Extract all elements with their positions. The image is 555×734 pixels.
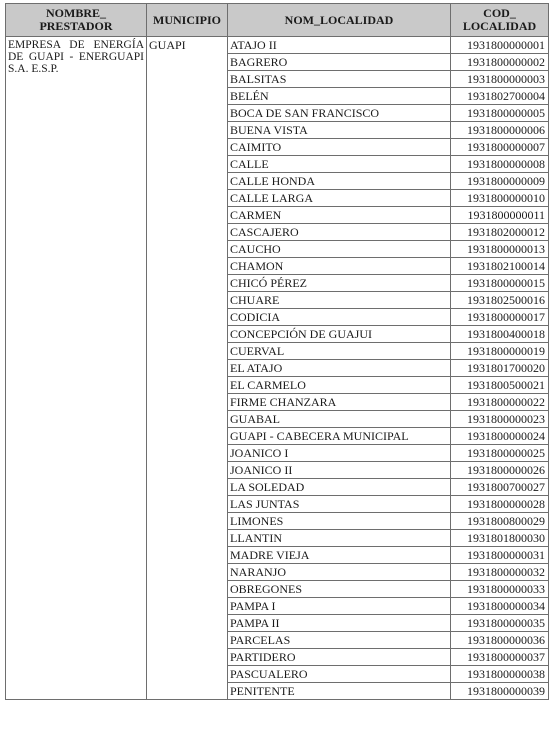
localidad-cell: CONCEPCIÓN DE GUAJUI bbox=[228, 326, 451, 343]
codigo-cell: 1931800000007 bbox=[451, 139, 549, 156]
localidad-cell: FIRME CHANZARA bbox=[228, 394, 451, 411]
localidad-cell: CASCAJERO bbox=[228, 224, 451, 241]
codigo-cell: 1931800000005 bbox=[451, 105, 549, 122]
codigo-cell: 1931800000002 bbox=[451, 54, 549, 71]
localidad-cell: ATAJO II bbox=[228, 37, 451, 54]
localidad-cell: CALLE bbox=[228, 156, 451, 173]
localidad-cell: BELÉN bbox=[228, 88, 451, 105]
codigo-cell: 1931800800029 bbox=[451, 513, 549, 530]
localidad-cell: BUENA VISTA bbox=[228, 122, 451, 139]
localidad-cell: CARMEN bbox=[228, 207, 451, 224]
localidad-cell: LAS JUNTAS bbox=[228, 496, 451, 513]
codigo-cell: 1931800000001 bbox=[451, 37, 549, 54]
codigo-cell: 1931800000009 bbox=[451, 173, 549, 190]
codigo-cell: 1931802700004 bbox=[451, 88, 549, 105]
codigo-cell: 1931800000034 bbox=[451, 598, 549, 615]
localidad-cell: NARANJO bbox=[228, 564, 451, 581]
localidad-cell: JOANICO I bbox=[228, 445, 451, 462]
codigo-cell: 1931800000035 bbox=[451, 615, 549, 632]
localidad-cell: PENITENTE bbox=[228, 683, 451, 700]
codigo-cell: 1931800000024 bbox=[451, 428, 549, 445]
codigo-cell: 1931800000036 bbox=[451, 632, 549, 649]
table-header-row bbox=[6, 4, 549, 37]
codigo-cell: 1931800000037 bbox=[451, 649, 549, 666]
table-body bbox=[6, 37, 549, 700]
codigo-cell: 1931800000033 bbox=[451, 581, 549, 598]
codigo-cell: 1931800000039 bbox=[451, 683, 549, 700]
codigo-cell: 1931800000025 bbox=[451, 445, 549, 462]
codigo-cell: 1931800000022 bbox=[451, 394, 549, 411]
codigo-cell: 1931800000023 bbox=[451, 411, 549, 428]
localidad-cell: CAIMITO bbox=[228, 139, 451, 156]
localidad-cell: CAUCHO bbox=[228, 241, 451, 258]
localidad-cell: LLANTIN bbox=[228, 530, 451, 547]
localidad-cell: PASCUALERO bbox=[228, 666, 451, 683]
localidad-cell: JOANICO II bbox=[228, 462, 451, 479]
codigo-cell: 1931801700020 bbox=[451, 360, 549, 377]
codigo-cell: 1931802100014 bbox=[451, 258, 549, 275]
localidad-cell: EL ATAJO bbox=[228, 360, 451, 377]
localidad-cell: EL CARMELO bbox=[228, 377, 451, 394]
localidad-cell: CALLE LARGA bbox=[228, 190, 451, 207]
header-nombre-prestador: NOMBRE_ PRESTADOR bbox=[6, 4, 147, 37]
localidad-cell: CALLE HONDA bbox=[228, 173, 451, 190]
localidad-cell: LIMONES bbox=[228, 513, 451, 530]
localidad-cell: PAMPA I bbox=[228, 598, 451, 615]
localidad-cell: GUABAL bbox=[228, 411, 451, 428]
codigo-cell: 1931800000008 bbox=[451, 156, 549, 173]
localidad-cell: GUAPI - CABECERA MUNICIPAL bbox=[228, 428, 451, 445]
prestador-cell: EMPRESA DE ENERGÍA DE GUAPI - ENERGUAPI S.A. E.S.P. bbox=[6, 37, 147, 700]
codigo-cell: 1931801800030 bbox=[451, 530, 549, 547]
codigo-cell: 1931800000017 bbox=[451, 309, 549, 326]
localidad-cell: CHAMON bbox=[228, 258, 451, 275]
codigo-cell: 1931800500021 bbox=[451, 377, 549, 394]
codigo-cell: 1931800000006 bbox=[451, 122, 549, 139]
localidad-cell: PARTIDERO bbox=[228, 649, 451, 666]
localidad-cell: BOCA DE SAN FRANCISCO bbox=[228, 105, 451, 122]
localidad-cell: CHUARE bbox=[228, 292, 451, 309]
localidad-cell: PAMPA II bbox=[228, 615, 451, 632]
codigo-cell: 1931800000032 bbox=[451, 564, 549, 581]
localidad-cell: LA SOLEDAD bbox=[228, 479, 451, 496]
codigo-cell: 1931800000019 bbox=[451, 343, 549, 360]
codigo-cell: 1931800000011 bbox=[451, 207, 549, 224]
localidad-cell: CHICÓ PÉREZ bbox=[228, 275, 451, 292]
localidad-cell: BAGRERO bbox=[228, 54, 451, 71]
localidad-cell: OBREGONES bbox=[228, 581, 451, 598]
table-row bbox=[6, 37, 549, 54]
header-municipio: MUNICIPIO bbox=[147, 4, 228, 37]
localidades-table bbox=[5, 3, 549, 700]
codigo-cell: 1931800700027 bbox=[451, 479, 549, 496]
codigo-cell: 1931800000013 bbox=[451, 241, 549, 258]
codigo-cell: 1931800000031 bbox=[451, 547, 549, 564]
codigo-cell: 1931800400018 bbox=[451, 326, 549, 343]
codigo-cell: 1931800000010 bbox=[451, 190, 549, 207]
header-nom-localidad: NOM_LOCALIDAD bbox=[228, 4, 451, 37]
codigo-cell: 1931800000003 bbox=[451, 71, 549, 88]
localidad-cell: PARCELAS bbox=[228, 632, 451, 649]
codigo-cell: 1931800000038 bbox=[451, 666, 549, 683]
codigo-cell: 1931800000028 bbox=[451, 496, 549, 513]
header-cod-localidad: COD_ LOCALIDAD bbox=[451, 4, 549, 37]
municipio-cell: GUAPI bbox=[147, 37, 228, 700]
localidad-cell: CODICIA bbox=[228, 309, 451, 326]
codigo-cell: 1931800000026 bbox=[451, 462, 549, 479]
document-page bbox=[5, 3, 549, 700]
codigo-cell: 1931802000012 bbox=[451, 224, 549, 241]
codigo-cell: 1931802500016 bbox=[451, 292, 549, 309]
localidad-cell: BALSITAS bbox=[228, 71, 451, 88]
codigo-cell: 1931800000015 bbox=[451, 275, 549, 292]
localidad-cell: CUERVAL bbox=[228, 343, 451, 360]
localidad-cell: MADRE VIEJA bbox=[228, 547, 451, 564]
